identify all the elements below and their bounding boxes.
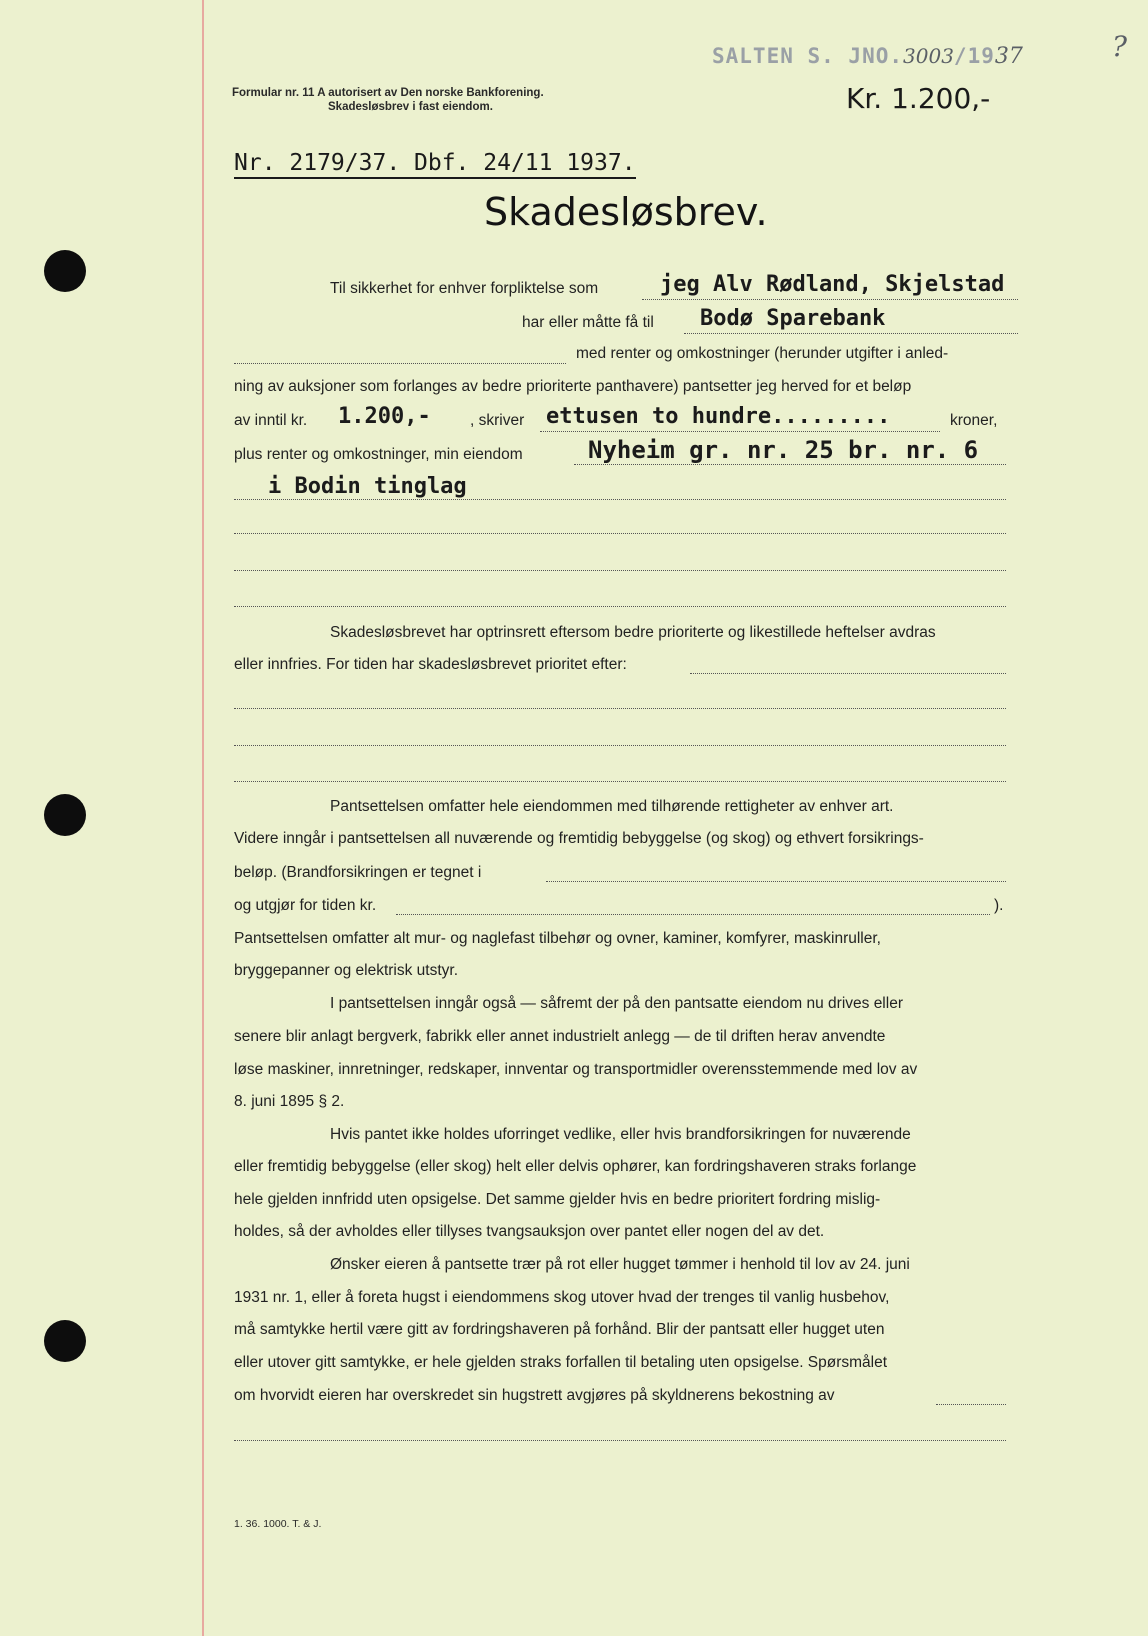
insurance-line [546, 881, 1006, 882]
priority-line [690, 673, 1006, 674]
form-identifier [232, 86, 544, 114]
debtor-line [642, 299, 1018, 300]
stamp-number: 3003 [903, 44, 954, 68]
blank-line-7 [234, 781, 1006, 782]
body-line-2: Videre inngår i pantsettelsen all nuværende og fremtidig bebyggelse (og skog) og ethvert forsikrings- [234, 830, 924, 847]
property-line2: i Bodin tinglag [268, 474, 467, 499]
blank-line-5 [234, 708, 1006, 709]
body-line-5: Pantsettelsen omfatter alt mur- og naglefast tilbehør og ovner, kaminer, komfyrer, maskinruller, [234, 930, 881, 947]
amount-value: 1.200,- [338, 404, 431, 429]
punch-hole-top [44, 250, 86, 292]
blank-line-2 [234, 533, 1006, 534]
registry-stamp [712, 44, 1023, 69]
stamp-year-prefix: /19 [953, 44, 995, 68]
property-line2-rule [234, 499, 1006, 500]
body-line-4-end: ). [994, 897, 1004, 914]
body-line-15: Ønsker eieren å pantsette trær på rot eller hugget tømmer i henhold til lov av 24. juni [330, 1256, 910, 1273]
body-line-8: senere blir anlagt bergverk, fabrikk eller annet industrielt anlegg — de til driften herav anvendte [234, 1028, 886, 1045]
creditor-line [684, 333, 1018, 334]
header-amount: Kr. 1.200,- [846, 82, 991, 115]
amount-prefix: av inntil kr. [234, 412, 308, 429]
property-line1-rule [574, 464, 1006, 465]
creditor-label: har eller måtte få til [522, 314, 654, 331]
insured-amount-line [396, 914, 990, 915]
blank-line-8 [234, 1440, 1006, 1441]
property-label: plus renter og omkostninger, min eiendom [234, 446, 523, 463]
currency-label: kroner, [950, 412, 998, 429]
body-line-14: holdes, så der avholdes eller tillyses tvangsauksjon over pantet eller nogen del av det. [234, 1223, 825, 1240]
priority-line2: eller innfries. For tiden har skadesløsbrevet prioritet efter: [234, 656, 627, 673]
amount-words: ettusen to hundre......... [546, 404, 891, 429]
punch-hole-bottom [44, 1320, 86, 1362]
body-line-4: og utgjør for tiden kr. [234, 897, 377, 914]
body-line-11: Hvis pantet ikke holdes uforringet vedlike, eller hvis brandforsikringen for nuværende [330, 1126, 911, 1143]
body-line-19: om hvorvidt eieren har overskredet sin hugstrett avgjøres på skyldnerens bekostning av [234, 1387, 835, 1404]
blank-line-4 [234, 606, 1006, 607]
stamp-office: SALTEN S. JNO. [712, 44, 904, 68]
amount-words-line [540, 431, 940, 432]
property-line1: Nyheim gr. nr. 25 br. nr. 6 [588, 436, 979, 464]
auction-text: ning av auksjoner som forlanges av bedre prioriterte panthavere) pantsetter jeg herved for et beløp [234, 378, 912, 395]
punch-hole-middle [44, 794, 86, 836]
debtor-value: jeg Alv Rødland, Skjelstad [660, 272, 1005, 297]
body-line-7: I pantsettelsen inngår også — såfremt der på den pantsatte eiendom nu drives eller [330, 995, 903, 1012]
form-identifier-line2: Skadesløsbrev i fast eiendom. [328, 101, 493, 113]
body-line-17: må samtykke hertil være gitt av fordringshaveren på forhånd. Blir der pantsatt eller hugget uten [234, 1321, 885, 1338]
body-line-10: 8. juni 1895 § 2. [234, 1093, 345, 1110]
body-line-16: 1931 nr. 1, eller å foreta hugst i eiendommens skog utover hvad der trenges til vanlig husbehov, [234, 1289, 890, 1306]
margin-rule [202, 0, 204, 1636]
body-line-18: eller utover gitt samtykke, er hele gjelden straks forfallen til betaling uten opsigelse. Spørsmålet [234, 1354, 888, 1371]
body-line-3: beløp. (Brandforsikringen er tegnet i [234, 864, 482, 881]
stamp-year: 37 [994, 44, 1023, 69]
body-line-13: hele gjelden innfridd uten opsigelse. Det samme gjelder hvis en bedre prioritert fordring mislig- [234, 1191, 881, 1208]
blank-line-6 [234, 745, 1006, 746]
interest-text: med renter og omkostninger (herunder utgifter i anled- [576, 345, 949, 362]
body-line-9: løse maskiner, innretninger, redskaper, innventar og transportmidler overensstemmende med lov av [234, 1061, 918, 1078]
body-line-12: eller fremtidig bebyggelse (eller skog) helt eller delvis ophører, kan fordringshaveren straks forlange [234, 1158, 917, 1175]
intro-label: Til sikkerhet for enhver forpliktelse som [330, 280, 599, 297]
body-end-line [936, 1404, 1006, 1405]
body-line-6: bryggepanner og elektrisk utstyr. [234, 962, 459, 979]
print-footer: 1. 36. 1000. T. & J. [234, 1518, 322, 1530]
stamp-mark: ? [1112, 30, 1128, 63]
form-identifier-line1: Formular nr. 11 A autorisert av Den norske Bankforening. [232, 87, 544, 99]
body-line-1: Pantsettelsen omfatter hele eiendommen med tilhørende rettigheter av enhver art. [330, 798, 894, 815]
priority-line1: Skadesløsbrevet har optrinsrett eftersom bedre prioriterte og likestillede heftelser avdras [330, 624, 936, 641]
creditor-value: Bodø Sparebank [700, 306, 886, 331]
blank-line-3 [234, 570, 1006, 571]
amount-words-label: , skriver [470, 412, 525, 429]
document-title: Skadesløsbrev. [484, 190, 768, 234]
registration-number: Nr. 2179/37. Dbf. 24/11 1937. [234, 150, 636, 179]
blank-line-1 [234, 363, 566, 364]
